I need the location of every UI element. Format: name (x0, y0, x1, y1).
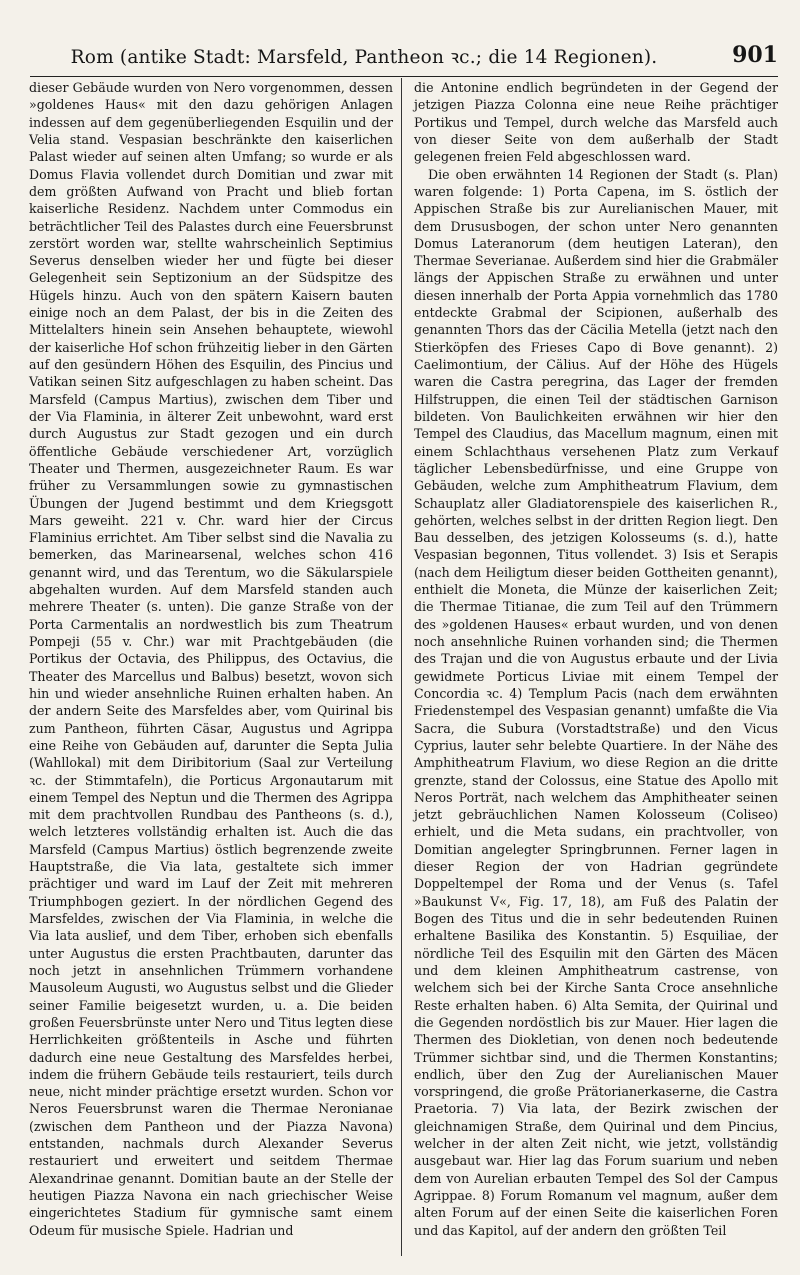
page-header (30, 40, 778, 77)
column-divider (401, 78, 402, 1256)
left-paragraph-1: dieser Gebäude wurden von Nero vorgenommen, dessen »goldenes Haus« mit den dazu gehörigen Anlagen indessen auf dem gegenüberliegenden Esquilin und der Velia stand. Vespasian beschränkte den kaiserlichen Palast wieder auf seinen alten Umfang; so wurde er als Domus Flavia vollendet durch Domitian und zwar mit dem größten Aufwand von Pracht und blieb fortan kaiserliche Residenz. Nachdem unter Commodus ein beträchtlicher Teil des Palastes durch eine Feuersbrunst zerstört worden war, stellte wahrscheinlich Septimius Severus denselben wieder her und fügte bei dieser Gelegenheit sein Septizonium an der Südspitze des Hügels hinzu. Auch von den spätern Kaisern bauten einige noch an dem Palast, der bis in die Zeiten des Mittelalters hinein sein Ansehen behauptete, wiewohl der kaiserliche Hof schon frühzeitig lieber in den Gärten auf den gesündern Höhen des Esquilin, des Pincius und Vatikan seinen Sitz aufgeschlagen zu haben scheint. Das Marsfeld (Campus Martius), zwischen dem Tiber und der Via Flaminia, in älterer Zeit unbewohnt, ward erst durch Augustus zur Stadt gezogen und ein durch öffentliche Gebäude verschiedener Art, vorzüglich Theater und Thermen, ausgezeichneter Raum. Es war früher zu Versammlungen sowie zu gymnastischen Übungen der Jugend bestimmt und dem Kriegsgott Mars geweiht. 221 v. Chr. ward hier der Circus Flaminius errichtet. Am Tiber selbst sind die Navalia zu bemerken, das Marinearsenal, welches schon 416 genannt wird, und das Terentum, wo die Säkularspiele abgehalten wurden. Auf dem Marsfeld standen auch mehrere Theater (s. unten). Die ganze Straße von der Porta Carmentalis an nordwestlich bis zum Theatrum Pompeji (55 v. Chr.) war mit Prachtgebäuden (die Portikus der Octavia, des Philippus, des Octavius, die Theater des Marcellus und Balbus) besetzt, wovon sich hin und wieder ansehnliche Ruinen erhalten haben. An der andern Seite des Marsfeldes aber, vom Quirinal bis zum Pantheon, führten Cäsar, Augustus und Agrippa eine Reihe von Gebäuden auf, darunter die Septa Julia (Wahllokal) mit dem Diribitorium (Saal zur Verteilung ꝛc. der Stimmtafeln), die Porticus Argonautarum mit einem Tempel des Neptun und die Thermen des Agrippa mit dem prachtvollen Rundbau des Pantheons (s. d.), welch letzteres vollständig erhalten ist. Auch die das Marsfeld (Campus Martius) östlich begrenzende zweite Hauptstraße, die Via lata, gestaltete sich immer prächtiger und ward im Lauf der Zeit mit mehreren Triumphbogen geziert. In der nördlichen Gegend des Marsfeldes, zwischen der Via Flaminia, in welche die Via lata auslief, und dem Tiber, erhoben sich ebenfalls unter Augustus die ersten Prachtbauten, darunter das noch jetzt in ansehnlichen Trümmern vorhandene Mausoleum Augusti, wo Augustus selbst und die Glieder seiner Familie beigesetzt wurden, u. a. Die beiden großen Feuersbrünste unter Nero und Titus legten diese Herrlichkeiten größtenteils in Asche und führten dadurch eine neue Gestaltung des Marsfeldes herbei, indem die frühern Gebäude teils restauriert, teils durch neue, nicht minder prächtige ersetzt wurden. Schon vor Neros Feuersbrunst waren die Thermae Neronianae (zwischen dem Pantheon und der Piazza Navona) entstanden, nachmals durch Alexander Severus restauriert und erweitert und seitdem Thermae Alexandrinae genannt. Domitian baute an der Stelle der heutigen Piazza Navona ein nach griechischer Weise eingerichtetes Stadium für gymnische samt einem Odeum für musische Spiele. Hadrian und (29, 80, 393, 1238)
left-column (29, 79, 393, 1239)
right-paragraph-2: Die oben erwähnten 14 Regionen der Stadt (s. Plan) waren folgende: 1) Porta Capena, im S. östlich der Appischen Straße bis zur Aurelianischen Mauer, mit dem Drususbogen, der schon unter Nero genannten Domus Lateranorum (dem heutigen Lateran), den Thermae Severianae. Außerdem sind hier die Grabmäler längs der Appischen Straße zu erwähnen und unter diesen innerhalb der Porta Appia vornehmlich das 1780 entdeckte Grabmal der Scipionen, außerhalb des genannten Thors das der Cäcilia Metella (jetzt nach den Stierköpfen des Frieses Capo di Bove genannt). 2) Caelimontium, der Cälius. Auf der Höhe des Hügels waren die Castra peregrina, das Lager der fremden Hilfstruppen, die einen Teil der städtischen Garnison bildeten. Von Baulichkeiten erwähnen wir hier den Tempel des Claudius, das Macellum magnum, einen mit einem Schlachthaus versehenen Platz zum Verkauf täglicher Lebensbedürfnisse, und eine Gruppe von Gebäuden, welche zum Amphitheatrum Flavium, dem Schauplatz aller Gladiatorenspiele des kaiserlichen R., gehörten, welches selbst in der dritten Region liegt. Den Bau desselben, des jetzigen Kolosseums (s. d.), hatte Vespasian begonnen, Titus vollendet. 3) Isis et Serapis (nach dem Heiligtum dieser beiden Gottheiten genannt), enthielt die Moneta, die Münze der kaiserlichen Zeit; die Thermae Titianae, die zum Teil auf den Trümmern des »goldenen Hauses« erbaut wurden, und von denen noch ansehnliche Ruinen vorhanden sind; die Thermen des Trajan und die von Augustus erbaute und der Livia gewidmete Porticus Liviae mit einem Tempel der Concordia ꝛc. 4) Templum Pacis (nach dem erwähnten Friedenstempel des Vespasian genannt) umfaßte die Via Sacra, die Subura (Vorstadtstraße) und den Vicus Cyprius, lauter sehr belebte Quartiere. In der Nähe des Amphitheatrum Flavium, wo diese Region an die dritte grenzte, stand der Colossus, eine Statue des Apollo mit Neros Porträt, nach welchem das Amphitheater seinen jetzt gebräuchlichen Namen Kolosseum (Coliseo) erhielt, und die Meta sudans, ein prachtvoller, von Domitian angelegter Springbrunnen. Ferner lagen in dieser Region der von Hadrian gegründete Doppeltempel der Roma und der Venus (s. Tafel »Baukunst V«, Fig. 17, 18), am Fuß des Palatin der Bogen des Titus und die in sehr bedeutenden Ruinen erhaltene Basilika des Konstantin. 5) Esquiliae, der nördliche Teil des Esquilin mit den Gärten des Mäcen und dem kleinen Amphitheatrum castrense, von welchem sich bei der Kirche Santa Croce ansehnliche Reste erhalten haben. 6) Alta Semita, der Quirinal und die Gegenden nordöstlich bis zur Mauer. Hier lagen die Thermen des Diokletian, von denen noch bedeutende Trümmer sichtbar sind, und die Thermen Konstantins; endlich, über den Zug der Aurelianischen Mauer vorspringend, die große Prätorianerkaserne, die Castra Praetoria. 7) Via lata, der Bezirk zwischen der gleichnamigen Straße, dem Quirinal und dem Pincius, welcher in der alten Zeit nicht, wie jetzt, vollständig ausgebaut war. Hier lag das Forum suarium und neben dem von Aurelian erbauten Tempel des Sol der Campus Agrippae. 8) Forum Romanum vel magnum, außer dem alten Forum auf der einen Seite die kaiserlichen Foren und das Kapitol, auf der andern den größten Teil (414, 166, 778, 1238)
page-number: 901 (732, 42, 778, 68)
running-head: Rom (antike Stadt: Marsfeld, Pantheon ꝛc.; die 14 Regionen). (70, 47, 658, 68)
right-paragraph-1: die Antonine endlich begründeten in der Gegend der jetzigen Piazza Colonna eine neue Reihe prächtiger Portikus und Tempel, durch welche das Marsfeld auch von dieser Seite von dem außerhalb der Stadt gelegenen freien Feld abgeschlossen ward. (414, 80, 778, 165)
right-column (414, 79, 778, 1239)
